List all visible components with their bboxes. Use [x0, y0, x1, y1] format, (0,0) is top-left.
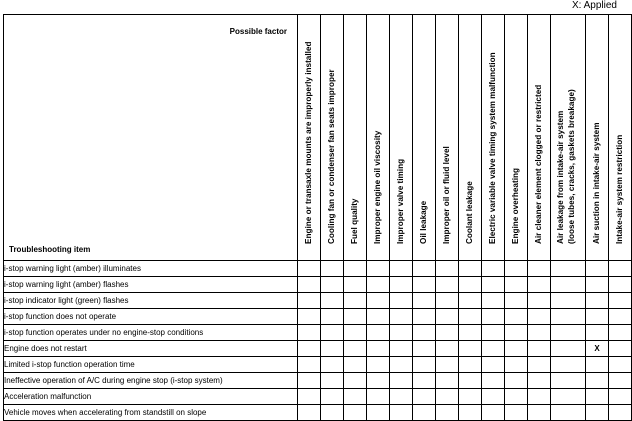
factor-label-line2: (loose tubes, cracks, gaskets breakage) [567, 89, 576, 244]
troubleshooting-item: i-stop warning light (amber) flashes [4, 277, 298, 293]
factor-label: Intake-air system restriction [615, 134, 624, 244]
applied-mark-cell [367, 293, 390, 309]
applied-mark-cell [482, 293, 505, 309]
applied-mark-cell [436, 357, 459, 373]
applied-mark-cell [344, 357, 367, 373]
factor-label: Improper engine oil viscosity [373, 130, 382, 244]
applied-mark-cell [367, 357, 390, 373]
factor-label: Fuel quality [350, 198, 359, 244]
applied-mark-cell [367, 341, 390, 357]
applied-mark-cell [367, 373, 390, 389]
applied-mark-cell [298, 293, 321, 309]
applied-mark-cell [482, 341, 505, 357]
applied-mark-cell [505, 357, 528, 373]
applied-mark-cell [436, 309, 459, 325]
applied-mark-cell [551, 325, 586, 341]
applied-mark-cell [586, 357, 609, 373]
applied-mark-cell [609, 357, 632, 373]
applied-mark-cell [321, 277, 344, 293]
possible-factor-heading: Possible factor [229, 27, 287, 36]
applied-mark-cell [298, 309, 321, 325]
applied-mark-cell [298, 325, 321, 341]
factor-header [390, 15, 413, 261]
applied-mark-cell [586, 261, 609, 277]
applied-mark-cell [413, 261, 436, 277]
applied-mark-cell [298, 357, 321, 373]
table-row [4, 309, 632, 325]
applied-mark-cell [586, 405, 609, 421]
applied-mark-cell [344, 261, 367, 277]
applied-mark-cell [505, 325, 528, 341]
applied-mark-cell [528, 277, 551, 293]
table-row [4, 341, 632, 357]
applied-mark-cell [505, 293, 528, 309]
applied-mark-cell [609, 293, 632, 309]
applied-mark-cell [321, 293, 344, 309]
applied-mark-cell [551, 341, 586, 357]
applied-mark-cell [367, 277, 390, 293]
applied-mark-cell [321, 405, 344, 421]
applied-mark-cell [482, 357, 505, 373]
applied-mark-cell [459, 277, 482, 293]
applied-mark-cell [413, 277, 436, 293]
applied-mark-cell [528, 405, 551, 421]
applied-mark-cell [436, 325, 459, 341]
table-row [4, 293, 632, 309]
factor-header [298, 15, 321, 261]
applied-mark-cell [390, 325, 413, 341]
applied-mark-cell [459, 293, 482, 309]
applied-mark-cell [344, 405, 367, 421]
applied-mark-cell [505, 389, 528, 405]
header-row [4, 15, 632, 261]
applied-mark-cell [298, 389, 321, 405]
applied-mark-cell [436, 405, 459, 421]
applied-mark-cell [609, 261, 632, 277]
applied-mark-cell [609, 405, 632, 421]
applied-mark-cell [528, 373, 551, 389]
applied-mark-cell [482, 277, 505, 293]
factor-header [321, 15, 344, 261]
applied-mark-cell [609, 373, 632, 389]
table-row [4, 373, 632, 389]
applied-mark-cell [390, 389, 413, 405]
applied-mark-cell [344, 277, 367, 293]
applied-mark-cell [390, 405, 413, 421]
applied-mark-cell [436, 373, 459, 389]
factor-header [413, 15, 436, 261]
factor-header [505, 15, 528, 261]
applied-mark-cell [459, 389, 482, 405]
applied-mark-cell [344, 293, 367, 309]
applied-mark-cell [459, 357, 482, 373]
applied-mark-cell [436, 389, 459, 405]
applied-mark-cell [390, 357, 413, 373]
factor-label: Engine or transaxle mounts are improperly installed [304, 41, 313, 244]
applied-mark-cell [436, 341, 459, 357]
applied-mark-cell [413, 293, 436, 309]
applied-mark-cell [482, 405, 505, 421]
factor-label: Air cleaner element clogged or restricted [534, 84, 543, 244]
table-row [4, 405, 632, 421]
applied-mark-cell [390, 261, 413, 277]
applied-mark-cell [413, 325, 436, 341]
applied-mark-cell [321, 325, 344, 341]
factor-header [482, 15, 505, 261]
applied-mark-cell [367, 309, 390, 325]
troubleshooting-item: i-stop warning light (amber) illuminates [4, 261, 298, 277]
applied-mark-cell [298, 373, 321, 389]
troubleshooting-item: i-stop function does not operate [4, 309, 298, 325]
applied-mark-cell [344, 325, 367, 341]
applied-mark-cell [482, 261, 505, 277]
applied-mark-cell [528, 309, 551, 325]
troubleshooting-item: i-stop indicator light (green) flashes [4, 293, 298, 309]
factor-label: Engine overheating [511, 168, 520, 244]
applied-mark-cell [609, 309, 632, 325]
applied-mark-cell [298, 341, 321, 357]
applied-mark-cell [586, 293, 609, 309]
applied-mark-cell [436, 277, 459, 293]
applied-mark-cell [321, 341, 344, 357]
applied-mark-cell [413, 389, 436, 405]
factor-label: Air leakage from intake-air system [556, 110, 565, 244]
applied-mark-cell [551, 373, 586, 389]
applied-mark-cell [367, 405, 390, 421]
applied-mark-cell [551, 389, 586, 405]
applied-mark-cell [505, 341, 528, 357]
troubleshooting-item: Limited i-stop function operation time [4, 357, 298, 373]
factor-label: Air suction in intake-air system [592, 122, 601, 244]
troubleshooting-item: i-stop function operates under no engine-stop conditions [4, 325, 298, 341]
applied-mark-cell [344, 373, 367, 389]
applied-mark-cell [459, 261, 482, 277]
applied-mark-cell [367, 325, 390, 341]
applied-mark-cell [528, 357, 551, 373]
factor-header [344, 15, 367, 261]
matrix-body [4, 261, 632, 421]
applied-mark-cell [586, 277, 609, 293]
applied-mark-cell [459, 325, 482, 341]
applied-mark-cell [482, 325, 505, 341]
applied-mark-cell [321, 373, 344, 389]
applied-mark-cell [344, 389, 367, 405]
applied-mark-cell [505, 277, 528, 293]
applied-mark-cell [298, 405, 321, 421]
factor-header [586, 15, 609, 261]
troubleshooting-item-heading: Troubleshooting item [9, 245, 91, 254]
applied-mark-cell [586, 389, 609, 405]
table-row [4, 261, 632, 277]
applied-mark-cell [436, 261, 459, 277]
applied-mark-cell [528, 341, 551, 357]
applied-mark-cell [321, 389, 344, 405]
applied-mark-cell [609, 341, 632, 357]
applied-mark-cell [459, 373, 482, 389]
table-row [4, 389, 632, 405]
corner-header-cell [4, 15, 298, 261]
troubleshooting-item: Engine does not restart [4, 341, 298, 357]
applied-mark-cell [390, 293, 413, 309]
applied-mark-cell [390, 277, 413, 293]
applied-mark-cell: X [586, 341, 609, 357]
troubleshooting-matrix [3, 14, 632, 421]
applied-mark-cell [551, 261, 586, 277]
factor-label: Improper oil or fluid level [442, 146, 451, 244]
factor-label: Cooling fan or condenser fan seats improper [327, 69, 336, 244]
factor-label: Oil leakage [419, 200, 428, 244]
applied-mark-cell [505, 373, 528, 389]
factor-header [459, 15, 482, 261]
applied-mark-cell [459, 309, 482, 325]
applied-mark-cell [609, 325, 632, 341]
applied-mark-cell [321, 261, 344, 277]
applied-mark-cell [413, 309, 436, 325]
legend: X: Applied [571, 0, 617, 11]
applied-mark-cell [586, 373, 609, 389]
table-row [4, 357, 632, 373]
applied-mark-cell [321, 309, 344, 325]
applied-mark-cell [367, 389, 390, 405]
applied-mark-cell [551, 277, 586, 293]
applied-mark-cell [390, 373, 413, 389]
applied-mark-cell [482, 373, 505, 389]
factor-header [609, 15, 632, 261]
applied-mark-cell [505, 261, 528, 277]
applied-mark-cell [551, 405, 586, 421]
factor-header [367, 15, 390, 261]
applied-mark-cell [528, 261, 551, 277]
applied-mark-cell [482, 389, 505, 405]
table-row [4, 277, 632, 293]
applied-mark-cell [413, 357, 436, 373]
table-row [4, 325, 632, 341]
factor-header [528, 15, 551, 261]
troubleshooting-item: Acceleration malfunction [4, 389, 298, 405]
applied-mark-cell [390, 341, 413, 357]
applied-mark-cell [344, 341, 367, 357]
troubleshooting-item: Vehicle moves when accelerating from standstill on slope [4, 405, 298, 421]
applied-mark-cell [413, 341, 436, 357]
factor-header [551, 15, 586, 261]
factor-label: Improper valve timing [396, 158, 405, 244]
applied-mark-cell [413, 373, 436, 389]
applied-mark-cell [459, 405, 482, 421]
applied-mark-cell [586, 309, 609, 325]
applied-mark-cell [528, 389, 551, 405]
applied-mark-cell [459, 341, 482, 357]
factor-label: Electric variable valve timing system malfunction [488, 52, 497, 244]
applied-mark-cell [436, 293, 459, 309]
applied-mark-cell [390, 309, 413, 325]
applied-mark-cell [551, 357, 586, 373]
applied-mark-cell [505, 309, 528, 325]
applied-mark-cell [482, 309, 505, 325]
applied-mark-cell [551, 309, 586, 325]
applied-mark-cell [298, 261, 321, 277]
applied-mark-cell [528, 293, 551, 309]
applied-mark-cell [413, 405, 436, 421]
applied-mark-cell [298, 277, 321, 293]
applied-mark-cell [321, 357, 344, 373]
applied-mark-cell [367, 261, 390, 277]
applied-mark-cell [609, 389, 632, 405]
factor-label: Coolant leakage [465, 181, 474, 244]
troubleshooting-item: Ineffective operation of A/C during engine stop (i-stop system) [4, 373, 298, 389]
applied-mark-cell [609, 277, 632, 293]
applied-mark-cell [586, 325, 609, 341]
applied-mark-cell [505, 405, 528, 421]
applied-mark-cell [528, 325, 551, 341]
applied-mark-cell [551, 293, 586, 309]
applied-mark-cell [344, 309, 367, 325]
factor-header [436, 15, 459, 261]
